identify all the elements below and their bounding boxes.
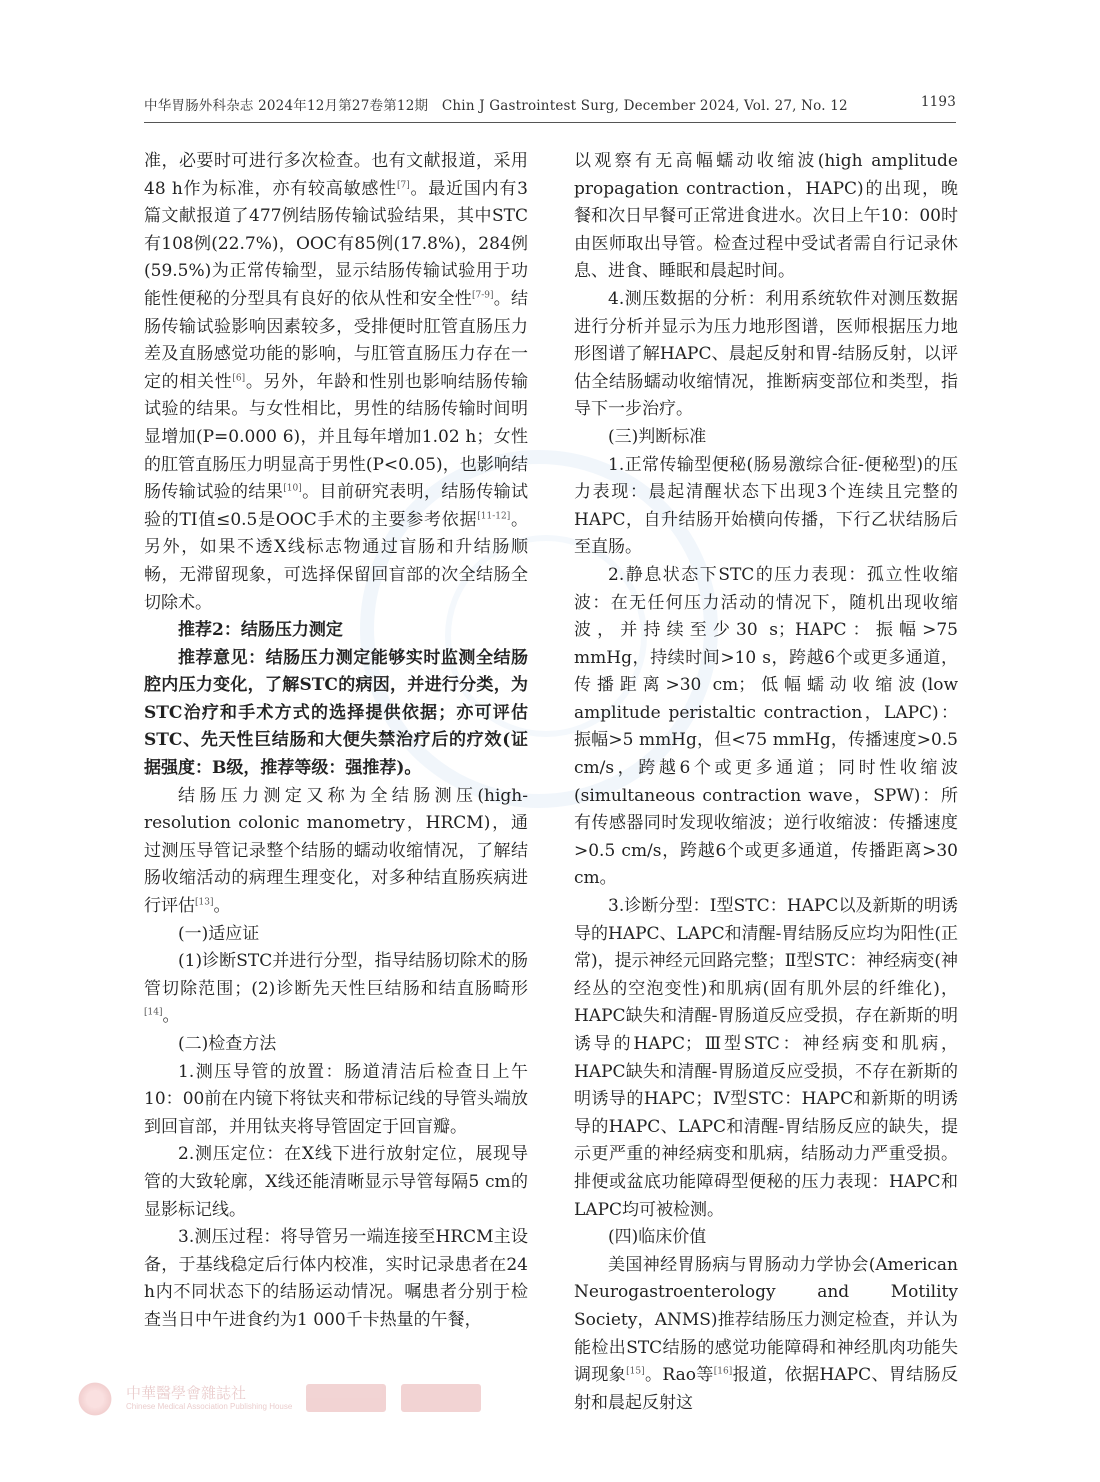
right-column-paragraph xyxy=(574,1252,958,1418)
paragraph-text: (三)判断标准 xyxy=(608,426,707,447)
publisher-name-en: Chinese Medical Association Publishing House xyxy=(126,1402,293,1411)
left-column xyxy=(144,148,528,1335)
publisher-stamp-1 xyxy=(306,1384,386,1412)
paragraph-text: 。 xyxy=(213,896,231,917)
journal-citation: 中华胃肠外科杂志 2024年12月第27卷第12期 Chin J Gastrointest Surg, December 2024, Vol. 27, No. 12 xyxy=(144,98,848,114)
publisher-name: 中華醫學會雜誌社 xyxy=(126,1384,247,1402)
paragraph-text: 2.静息状态下STC的压力表现：孤立性收缩波：在无任何压力活动的情况下，随机出现收缩波，并持续至少30 s；HAPC：振幅>75 mmHg，持续时间>10 s，跨越6个或更多通道，传播距离>30 cm；低幅蠕动收缩波(low amplitude peristaltic contraction，LAPC)：振幅>5 mmHg，但<75 mmHg，传播速度>0.5 cm/s，跨越6个或更多通道；同时性收缩波(simultaneous contraction wave，SPW)：所有传感器同时发现收缩波；逆行收缩波：传播速度>0.5 cm/s，跨越6个或更多通道，传播距离>30 cm。 xyxy=(574,564,958,889)
right-column-paragraph xyxy=(574,286,958,424)
paragraph-text: 推荐意见：结肠压力测定能够实时监测全结肠腔内压力变化，了解STC的病因，并进行分类，为STC治疗和手术方式的选择提供依据；亦可评估STC、先天性巨结肠和大便失禁治疗后的疗效(证据强度：B级，推荐等级：强推荐)。 xyxy=(144,647,528,779)
right-column-paragraph xyxy=(574,148,958,286)
left-column-paragraph xyxy=(144,1224,528,1334)
paragraph-text: 3.诊断分型：Ⅰ型STC：HAPC以及新斯的明诱导的HAPC、LAPC和清醒-胃结肠反应均为阳性(正常)，提示神经元回路完整；Ⅱ型STC：神经病变(神经丛的空泡变性)和肌病(固有肌外层的纤维化)，HAPC缺失和清醒-胃肠道反应受损，存在新斯的明诱导的HAPC；Ⅲ型STC：神经病变和肌病，HAPC缺失和清醒-胃肠道反应受损，不存在新斯的明诱导的HAPC；Ⅳ型STC：HAPC和新斯的明诱导的HAPC、LAPC和清醒-胃结肠反应的缺失，提示更严重的神经病变和肌病，结肠动力严重受损。排便或盆底功能障碍型便秘的压力表现：HAPC和LAPC均可被检测。 xyxy=(574,896,958,1220)
left-column-paragraph xyxy=(144,1031,528,1059)
right-column-paragraph xyxy=(574,452,958,562)
paragraph-text: (二)检查方法 xyxy=(178,1034,277,1054)
citation-ref: [14] xyxy=(144,1007,163,1018)
right-column-paragraph xyxy=(574,1224,958,1252)
left-column-paragraph xyxy=(144,948,528,1031)
right-column-paragraph xyxy=(574,893,958,1224)
left-column-paragraph xyxy=(144,1059,528,1142)
publisher-stamp-2 xyxy=(401,1384,481,1412)
flower-icon xyxy=(76,1380,114,1418)
paragraph-text: 推荐2：结肠压力测定 xyxy=(178,620,343,641)
citation-ref: [7-9] xyxy=(471,290,494,301)
left-column-paragraph xyxy=(144,1141,528,1224)
left-column-paragraph xyxy=(144,921,528,949)
left-column-paragraph xyxy=(144,148,528,617)
left-column-paragraph xyxy=(144,617,528,645)
citation-ref: [16] xyxy=(713,1366,733,1377)
publisher-logo xyxy=(76,1380,506,1420)
citation-ref: [6] xyxy=(232,373,246,384)
citation-ref: [15] xyxy=(626,1366,645,1377)
right-column-paragraph xyxy=(574,562,958,893)
paragraph-text: 。另外，年龄和性别也影响结肠传输试验的结果。与女性相比，男性的结肠传输时间明显增加(P=0.000 6)，并且每年增加1.02 h；女性的肛管直肠压力明显高于男性(P<0.05)，也影响结肠传输试验的结果 xyxy=(144,371,529,503)
paragraph-text: 报道，依据HAPC、胃结肠反射和晨起反射这 xyxy=(574,1365,959,1413)
paragraph-text: 美国神经胃肠病与胃肠动力学协会(American Neurogastroenterology and Motility Society，ANMS)推荐结肠压力测定检查，并认为能检出STC结肠的感觉功能障碍和神经肌肉功能失调现象 xyxy=(574,1254,958,1386)
paragraph-text: 1.测压导管的放置：肠道清洁后检查日上午10：00前在内镜下将钛夹和带标记线的导管头端放到回盲部，并用钛夹将导管固定于回盲瓣。 xyxy=(144,1061,528,1137)
paragraph-text: 1.正常传输型便秘(肠易激综合征-便秘型)的压力表现：晨起清醒状态下出现3个连续且完整的HAPC，自升结肠开始横向传播，下行乙状结肠后至直肠。 xyxy=(574,454,958,558)
paragraph-text: 结肠压力测定又称为全结肠测压(high-resolution colonic manometry，HRCM)，通过测压导管记录整个结肠的蠕动收缩情况，了解结肠收缩活动的病理生理变化，对多种结直肠疾病进行评估 xyxy=(144,785,528,917)
paragraph-text: (四)临床价值 xyxy=(608,1227,707,1248)
paragraph-text: 准，必要时可进行多次检查。也有文献报道，采用48 h作为标准，亦有较高敏感性 xyxy=(144,151,528,199)
citation-ref: [13] xyxy=(195,897,214,908)
paragraph-text: 。 xyxy=(162,1006,180,1027)
paragraph-text: (1)诊断STC并进行分型，指导结肠切除术的肠管切除范围；(2)诊断先天性巨结肠和结直肠畸形 xyxy=(144,951,528,999)
citation-ref: [7] xyxy=(396,179,410,190)
paragraph-text: 。目前研究表明，结肠传输试验的TI值≤0.5是OOC手术的主要参考依据 xyxy=(144,482,529,530)
right-column-paragraph xyxy=(574,424,958,452)
paragraph-text: 以观察有无高幅蠕动收缩波(high amplitude propagation contraction，HAPC)的出现，晚餐和次日早餐可正常进食进水。次日上午10：00时由医师取出导管。检查过程中受试者需自行记录休息、进食、睡眠和晨起时间。 xyxy=(574,151,958,282)
paragraph-text: 3.测压过程：将导管另一端连接至HRCM主设备，于基线稳定后行体内校准，实时记录患者在24 h内不同状态下的结肠运动情况。嘱患者分别于检查当日中午进食约为1 000千卡热量的午餐， xyxy=(144,1227,528,1330)
paragraph-text: 4.测压数据的分析：利用系统软件对测压数据进行分析并显示为压力地形图谱，医师根据压力地形图谱了解HAPC、晨起反射和胃-结肠反射，以评估全结肠蠕动收缩情况，推断病变部位和类型，指导下一步治疗。 xyxy=(574,288,958,420)
left-column-paragraph xyxy=(144,783,528,921)
right-column xyxy=(574,148,958,1417)
page-number: 1193 xyxy=(920,94,956,110)
citation-ref: [10] xyxy=(283,483,302,494)
paragraph-text: 。最近国内有3篇文献报道了477例结肠传输试验结果，其中STC有108例(22.7%)，OOC有85例(17.8%)，284例(59.5%)为正常传输型，显示结肠传输试验用于功能性便秘的分型具有良好的依从性和安全性 xyxy=(144,178,528,309)
paragraph-text: 2.测压定位：在X线下进行放射定位，展现导管的大致轮廓，X线还能清晰显示导管每隔5 cm的显影标记线。 xyxy=(144,1144,528,1220)
header-rule xyxy=(144,122,956,123)
citation-ref: [11-12] xyxy=(477,511,511,522)
running-header xyxy=(144,94,956,118)
paragraph-text: 。结肠传输试验影响因素较多，受排便时肛管直肠压力差及直肠感觉功能的影响，与肛管直肠压力存在一定的相关性 xyxy=(144,288,529,392)
paragraph-text: 。另外，如果不透X线标志物通过盲肠和升结肠顺畅，无滞留现象，可选择保留回盲部的次全结肠全切除术。 xyxy=(144,509,529,613)
left-column-paragraph xyxy=(144,645,528,783)
paragraph-text: 。Rao等 xyxy=(644,1365,714,1386)
paragraph-text: (一)适应证 xyxy=(178,923,260,944)
